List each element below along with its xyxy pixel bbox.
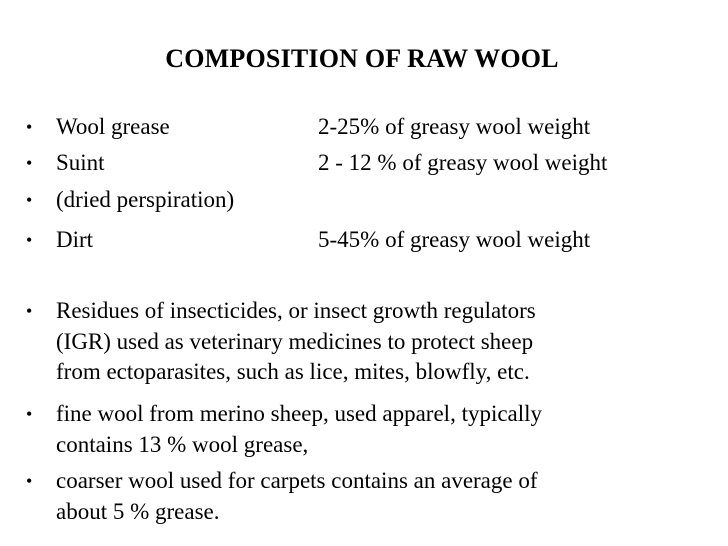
bullet-icon: •: [26, 230, 33, 250]
composition-row: [0, 148, 728, 182]
note-item: [0, 296, 728, 388]
composition-label: Dirt: [56, 227, 94, 252]
bullet-icon: •: [26, 153, 33, 173]
composition-row: [0, 112, 728, 146]
note-item: [0, 399, 728, 460]
bullet-icon: •: [26, 404, 33, 424]
composition-label: Wool grease: [56, 114, 170, 139]
note-line: contains 13 % wool grease,: [56, 431, 309, 457]
composition-value: 2 - 12 % of greasy wool weight: [318, 150, 608, 175]
composition-value: 2-25% of greasy wool weight: [318, 114, 591, 139]
note-line: (IGR) used as veterinary medicines to protect sheep: [56, 328, 534, 354]
note-line: Residues of insecticides, or insect growth regulators: [56, 298, 536, 323]
bullet-icon: •: [26, 190, 33, 210]
note-text: [56, 296, 716, 388]
composition-row: [0, 185, 728, 219]
note-line: fine wool from merino sheep, used apparel, typically: [56, 401, 543, 426]
note-text: [56, 399, 716, 460]
note-line: from ectoparasites, such as lice, mites, blowfly, etc.: [56, 359, 530, 384]
bullet-icon: •: [26, 117, 33, 137]
bullet-icon: •: [26, 301, 33, 321]
composition-label: Suint: [56, 150, 105, 175]
slide-title: COMPOSITION OF RAW WOOL: [165, 44, 559, 73]
composition-row: [0, 225, 728, 259]
note-line: about 5 % grease.: [56, 498, 220, 524]
note-text: [56, 466, 716, 527]
note-line: coarser wool used for carpets contains an average of: [56, 468, 538, 493]
bullet-icon: •: [26, 471, 33, 491]
note-item: [0, 466, 728, 527]
composition-label: (dried perspiration): [56, 187, 235, 212]
composition-value: 5-45% of greasy wool weight: [318, 227, 591, 252]
